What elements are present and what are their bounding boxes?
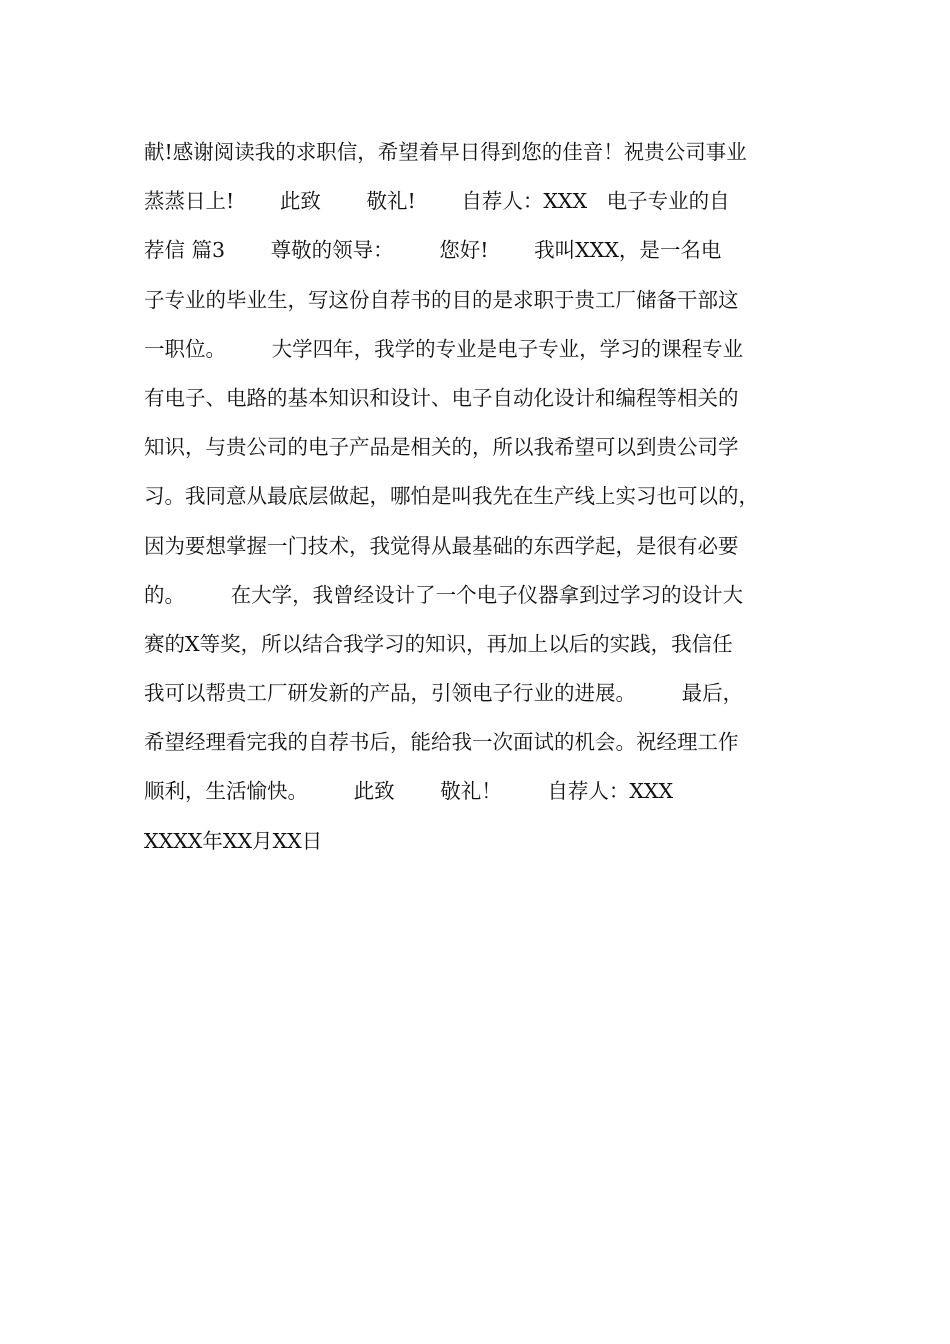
date-line: XXXX年XX月XX日 [144, 828, 323, 853]
text-line-9: 因为要想掌握一门技术，我觉得从最基础的东西学起，是很有必要 [144, 533, 739, 558]
text-line-8: 习。我同意从最底层做起，哪怕是叫我先在生产线上实习也可以的， [144, 484, 759, 509]
text-line-1: 献!感谢阅读我的求职信，希望着早日得到您的佳音！祝贵公司事业 [144, 140, 747, 164]
text-line-3: 荐信 篇3 尊敬的领导： 您好! 我叫XXX，是一名电 [144, 238, 722, 263]
text-line-14: 顺利，生活愉快。 此致 敬礼！ 自荐人：XXX [144, 779, 674, 804]
letter-body [144, 128, 824, 866]
text-line-12: 我可以帮贵工厂研发新的产品，引领电子行业的进展。 最后， [144, 681, 744, 706]
text-line-6: 有电子、电路的基本知识和设计、电子自动化设计和编程等相关的 [144, 385, 739, 410]
text-line-10: 的。 在大学，我曾经设计了一个电子仪器拿到过学习的设计大 [144, 582, 744, 607]
text-line-2: 蒸蒸日上! 此致 敬礼! 自荐人：XXX 电子专业的自 [144, 189, 730, 214]
text-line-13: 希望经理看完我的自荐书后，能给我一次面试的机会。祝经理工作 [144, 730, 739, 755]
text-line-7: 知识，与贵公司的电子产品是相关的，所以我希望可以到贵公司学 [144, 435, 739, 460]
text-line-4: 子专业的毕业生，写这份自荐书的目的是求职于贵工厂储备干部这 [144, 287, 739, 312]
text-line-11: 赛的X等奖，所以结合我学习的知识，再加上以后的实践，我信任 [144, 631, 733, 656]
text-line-5: 一职位。 大学四年，我学的专业是电子专业，学习的课程专业 [144, 336, 744, 361]
